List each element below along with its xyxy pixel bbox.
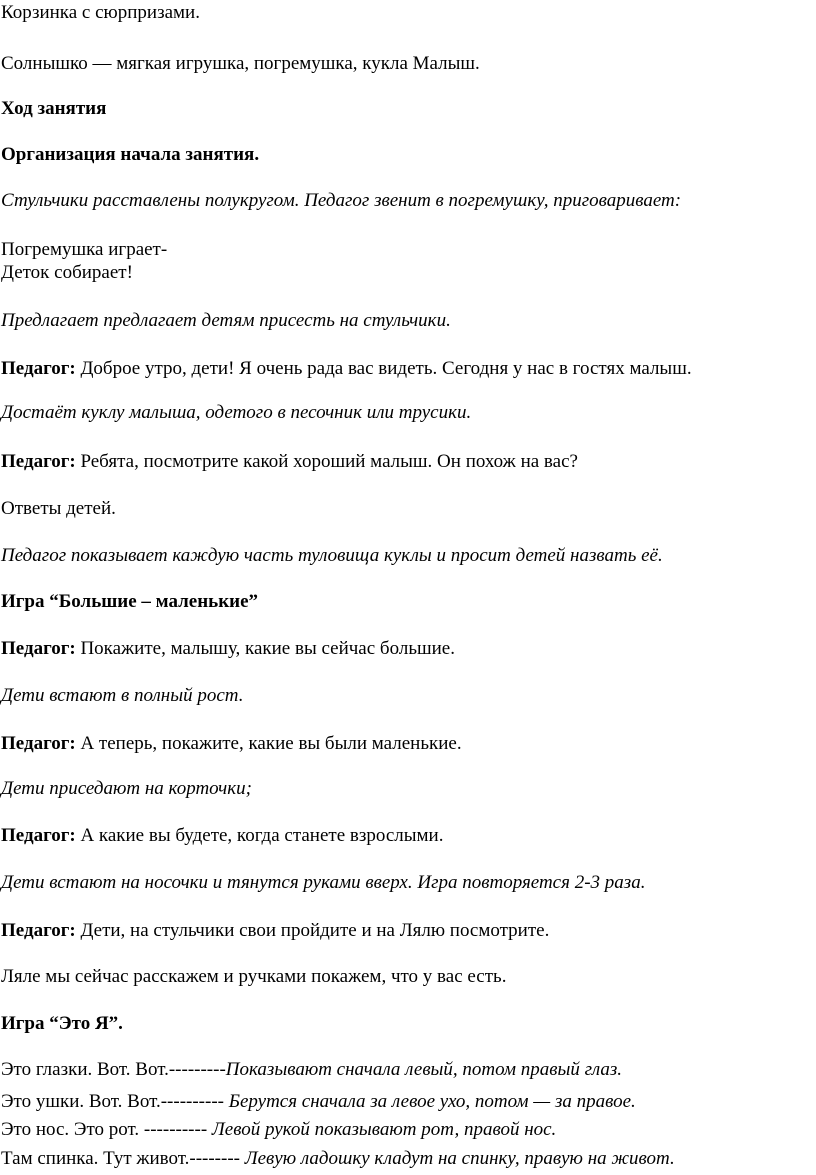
- teacher-look-text: Ребята, посмотрите какой хороший малыш. Он похож на вас?: [80, 451, 578, 472]
- eyes-text: Это глазки. Вот. Вот.---------: [1, 1059, 226, 1080]
- game1-title: Игра “Большие – маленькие”: [1, 591, 259, 612]
- materials-basket-line: Корзинка с сюрпризами.: [1, 2, 200, 23]
- nose-line: [1, 1119, 556, 1141]
- teacher-label: Педагог:: [1, 825, 76, 846]
- ears-text: Это ушки. Вот. Вот.----------: [1, 1091, 229, 1112]
- teacher-label: Педагог:: [1, 358, 76, 379]
- children-answers-line: Ответы детей.: [1, 498, 116, 519]
- chairs-note: Стульчики расставлены полукругом. Педагог звенит в погремушку, приговаривает:: [1, 190, 682, 211]
- doll-note: Достаёт куклу малыша, одетого в песочник или трусики.: [1, 402, 472, 423]
- teacher-label: Педагог:: [1, 638, 76, 659]
- nose-text: Это нос. Это рот. ----------: [1, 1119, 212, 1140]
- teacher-greeting-line: [1, 358, 692, 380]
- teacher-grown-line: [1, 825, 443, 847]
- back-line: [1, 1148, 675, 1170]
- teacher-show-small-line: [1, 733, 462, 755]
- game2-title: Игра “Это Я”.: [1, 1013, 123, 1034]
- teacher-sit-text: Дети, на стульчики свои пройдите и на Лялю посмотрите.: [80, 920, 550, 941]
- back-note: Левую ладошку кладут на спинку, правую на живот.: [244, 1148, 675, 1169]
- body-parts-note: Педагог показывает каждую часть туловища куклы и просит детей назвать её.: [1, 545, 663, 566]
- nose-note: Левой рукой показывают рот, правой нос.: [211, 1119, 557, 1140]
- tiptoe-note: Дети встают на носочки и тянутся руками вверх. Игра повторяется 2-3 раза.: [1, 872, 646, 893]
- teacher-show-big-text: Покажите, малышу, какие вы сейчас большие.: [80, 638, 455, 659]
- organization-heading: Организация начала занятия.: [1, 144, 260, 165]
- rhyme-line-1: Погремушка играет-: [1, 239, 168, 260]
- teacher-greeting-text: Доброе утро, дети! Я очень рада вас видеть. Сегодня у нас в гостях малыш.: [80, 358, 692, 379]
- teacher-label: Педагог:: [1, 920, 76, 941]
- teacher-sit-line: [1, 920, 549, 942]
- teacher-show-big-line: [1, 638, 455, 660]
- invite-note: Предлагает предлагает детям присесть на стульчики.: [1, 310, 451, 331]
- lyalya-line: Ляле мы сейчас расскажем и ручками покажем, что у вас есть.: [1, 966, 507, 987]
- lesson-flow-heading: Ход занятия: [1, 98, 107, 119]
- teacher-show-small-text: А теперь, покажите, какие вы были маленькие.: [80, 733, 462, 754]
- materials-toys-line: Солнышко — мягкая игрушка, погремушка, кукла Малыш.: [1, 53, 480, 74]
- stand-note: Дети встают в полный рост.: [1, 685, 244, 706]
- rhyme-line-2: Деток собирает!: [1, 262, 133, 283]
- teacher-label: Педагог:: [1, 451, 76, 472]
- back-text: Там спинка. Тут живот.--------: [1, 1148, 245, 1169]
- squat-note: Дети приседают на корточки;: [1, 778, 252, 799]
- ears-line: [1, 1091, 636, 1113]
- teacher-look-line: [1, 451, 578, 473]
- eyes-line: [1, 1059, 622, 1081]
- teacher-grown-text: А какие вы будете, когда станете взрослыми.: [80, 825, 444, 846]
- eyes-note: Показывают сначала левый, потом правый глаз.: [225, 1059, 623, 1080]
- teacher-label: Педагог:: [1, 733, 76, 754]
- ears-note: Берутся сначала за левое ухо, потом — за правое.: [228, 1091, 636, 1112]
